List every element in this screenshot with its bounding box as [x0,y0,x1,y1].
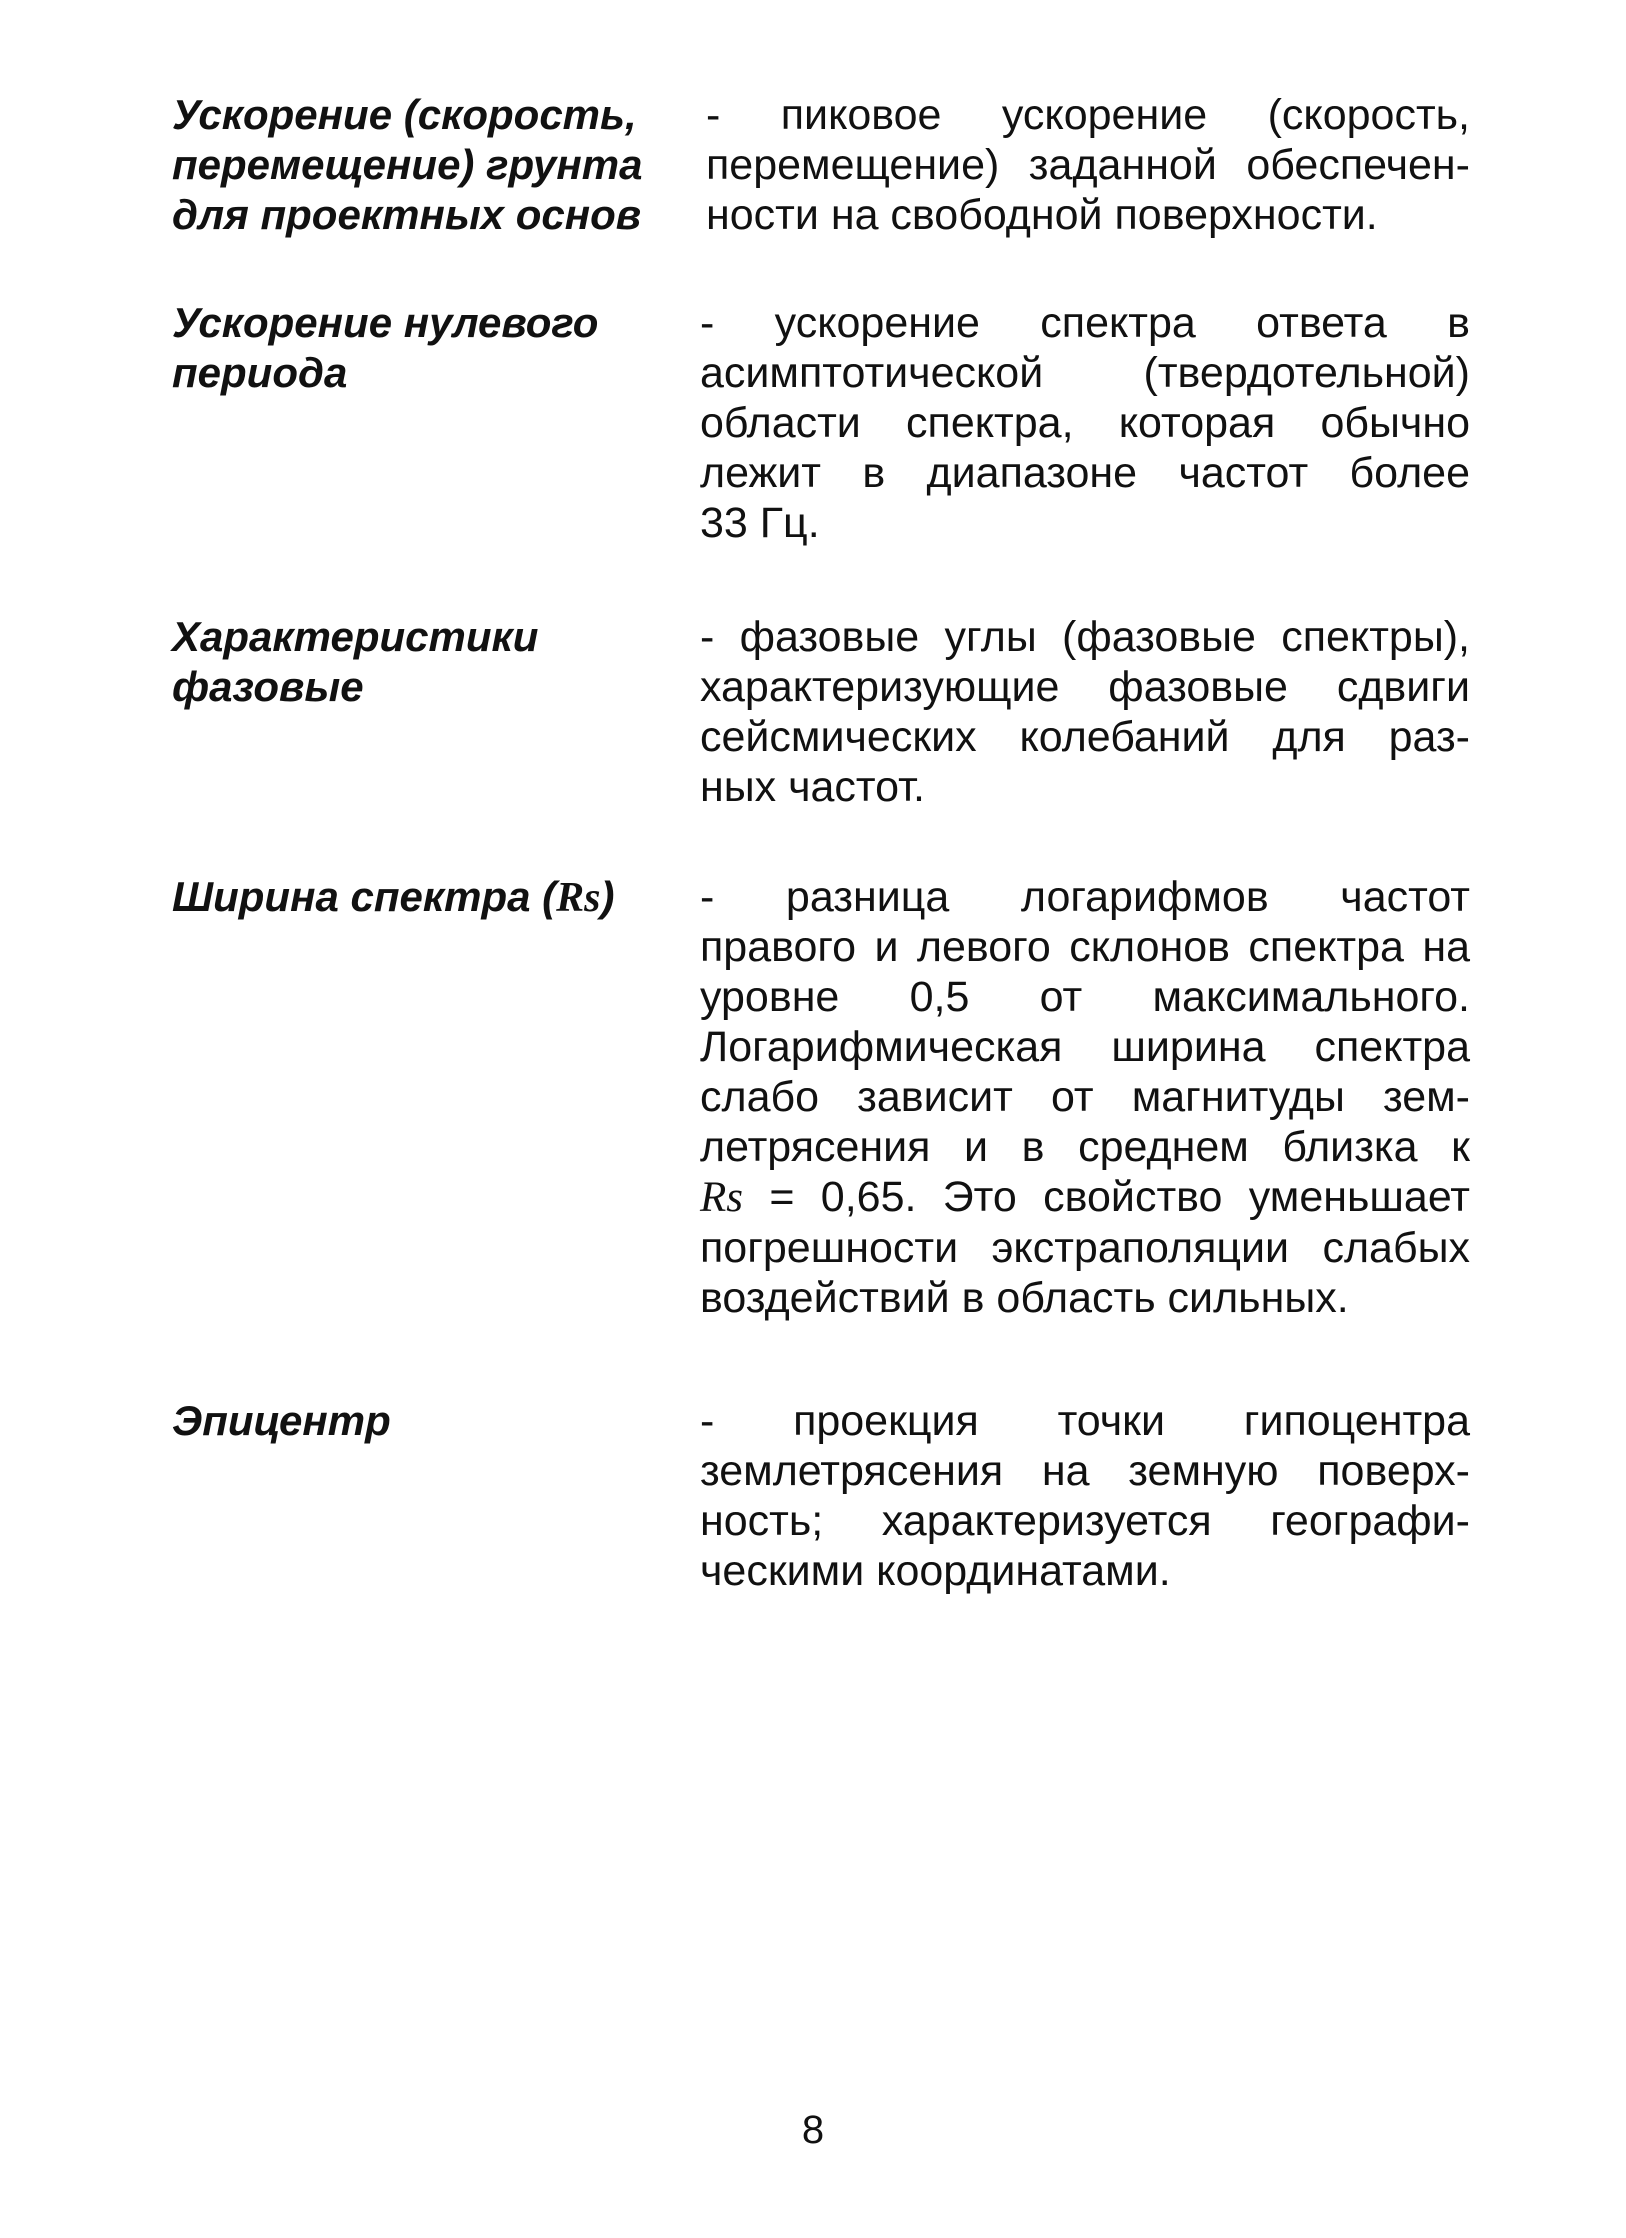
definition-line: ческими координатами. [700,1547,1171,1595]
definition-line: асимптотической (твердотельной) [700,349,1470,397]
definition-line: ности на свободной поверхности. [706,191,1378,239]
page-number: 8 [801,2108,825,2152]
definition-line: ность; характеризуется географи- [700,1497,1470,1545]
definition-line: области спектра, которая обычно [700,399,1470,447]
definition-zero-period-acceleration [700,298,1470,548]
term-line [172,872,692,923]
definition-line: погрешности экстраполяции слабых [700,1224,1470,1272]
term-phase-characteristics [172,612,692,712]
term-line: Характеристики [172,613,539,660]
definition-line: характеризующие фазовые сдвиги [700,663,1470,711]
definition-line: летрясения и в среднем близка к [700,1123,1470,1171]
definition-line: - фазовые углы (фазовые спектры), [700,613,1470,661]
definition-line: лежит в диапазоне частот более [700,449,1470,497]
definition-line: - ускорение спектра ответа в [700,299,1470,347]
term-line: Эпицентр [172,1397,391,1444]
term-text: Ширина спектра ( [172,873,557,920]
definition-line: правого и левого склонов спектра на [700,923,1470,971]
definition-line: - пиковое ускорение (скорость, [706,91,1470,139]
definition-line: 33 Гц. [700,499,820,547]
term-zero-period-acceleration [172,298,692,398]
definition-line: землетрясения на земную поверх- [700,1447,1470,1495]
definition-line: перемещение) заданной обеспечен- [706,141,1470,189]
definition-line: - разница логарифмов частот [700,873,1470,921]
rs-symbol: Rs [556,875,601,921]
term-line: Ускорение (скорость, [172,91,637,138]
definition-line: ных частот. [700,763,925,811]
definition-line: воздействий в область сильных. [700,1274,1349,1322]
term-line: Ускорение нулевого [172,299,599,346]
term-line: для проектных основ [172,191,642,238]
term-spectrum-width [172,872,692,923]
definition-line: слабо зависит от магнитуды зем- [700,1073,1470,1121]
rs-symbol: Rs [700,1174,743,1221]
definition-epicenter [700,1396,1470,1596]
definition-line [700,1172,1470,1223]
definition-line: сейсмических колебаний для раз- [700,713,1470,761]
definition-line: Логарифмическая ширина спектра [700,1023,1470,1071]
term-line: фазовые [172,663,364,710]
definition-phase-characteristics [700,612,1470,812]
definition-line: - проекция точки гипоцентра [700,1397,1470,1445]
definition-ground-acceleration [706,90,1470,240]
definition-line: уровне 0,5 от максимального. [700,973,1470,1021]
term-line: периода [172,349,348,396]
term-line: перемещение) грунта [172,141,643,188]
term-ground-acceleration [172,90,692,240]
term-text: ) [600,873,615,920]
term-epicenter [172,1396,692,1446]
definition-spectrum-width [700,872,1470,1323]
definition-text: = 0,65. Это свойство уменьшает [743,1173,1470,1221]
